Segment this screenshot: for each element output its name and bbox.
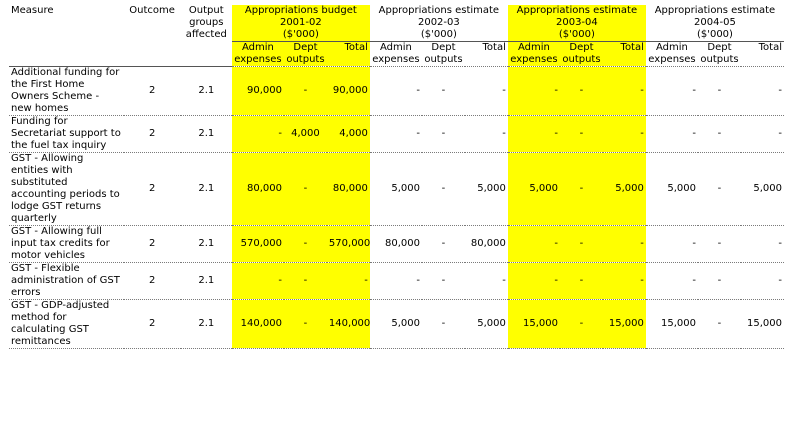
dept-outputs-cell: - — [422, 67, 465, 116]
total-cell: 15,000 — [603, 300, 646, 349]
table-row — [9, 67, 784, 116]
total-cell: 5,000 — [465, 300, 508, 349]
year-group-units: ($'000) — [696, 29, 733, 40]
total-cell: 5,000 — [603, 153, 646, 226]
output-group-cell: 2.1 — [181, 263, 232, 300]
table-row — [9, 116, 784, 153]
total-cell: 5,000 — [465, 153, 508, 226]
total-cell: - — [603, 116, 646, 153]
dept-outputs-cell: - — [422, 300, 465, 349]
admin-expenses-cell: - — [508, 226, 560, 263]
admin-expenses-cell: - — [646, 67, 698, 116]
admin-expenses-cell: 5,000 — [508, 153, 560, 226]
total-cell: - — [741, 263, 784, 300]
dept-outputs-cell: - — [422, 226, 465, 263]
admin-expenses-cell: - — [646, 226, 698, 263]
header-year-group — [646, 5, 784, 42]
dept-outputs-cell: - — [560, 153, 603, 226]
admin-expenses-cell: - — [370, 263, 422, 300]
total-cell: - — [465, 263, 508, 300]
total-cell: 80,000 — [465, 226, 508, 263]
output-group-cell: 2.1 — [181, 67, 232, 116]
admin-expenses-cell: 5,000 — [370, 153, 422, 226]
header-output-groups: Output groups affected — [181, 5, 232, 67]
admin-expenses-cell: 5,000 — [646, 153, 698, 226]
outcome-cell: 2 — [124, 153, 181, 226]
table-row — [9, 153, 784, 226]
output-group-cell: 2.1 — [181, 300, 232, 349]
output-group-cell: 2.1 — [181, 226, 232, 263]
subheader-total: Total — [327, 42, 370, 67]
year-group-units: ($'000) — [558, 29, 595, 40]
header-outcome: Outcome — [124, 5, 181, 67]
admin-expenses-cell: - — [232, 116, 284, 153]
total-cell: 140,000 — [327, 300, 370, 349]
total-cell: - — [741, 226, 784, 263]
dept-outputs-cell: - — [560, 263, 603, 300]
dept-outputs-cell: - — [560, 116, 603, 153]
subheader-total: Total — [465, 42, 508, 67]
total-cell: 570,000 — [327, 226, 370, 263]
admin-expenses-cell: - — [370, 67, 422, 116]
subheader-admin: Admin expenses — [508, 42, 560, 67]
total-cell: 15,000 — [741, 300, 784, 349]
dept-outputs-cell: - — [422, 263, 465, 300]
dept-outputs-cell: 4,000 — [284, 116, 327, 153]
admin-expenses-cell: - — [370, 116, 422, 153]
dept-outputs-cell: - — [698, 300, 741, 349]
subheader-admin: Admin expenses — [370, 42, 422, 67]
year-group-year: 2001-02 — [279, 17, 322, 28]
year-group-label: Appropriations estimate — [654, 5, 776, 16]
measure-cell: GST - Allowing full input tax credits for motor vehicles — [9, 226, 124, 263]
subheader-dept: Dept outputs — [284, 42, 327, 67]
dept-outputs-cell: - — [284, 153, 327, 226]
year-group-label: Appropriations estimate — [516, 5, 638, 16]
total-cell: - — [465, 116, 508, 153]
admin-expenses-cell: 90,000 — [232, 67, 284, 116]
table-row — [9, 263, 784, 300]
admin-expenses-cell: - — [508, 116, 560, 153]
dept-outputs-cell: - — [284, 67, 327, 116]
measure-cell: Additional funding for the First Home Owners Scheme - new homes — [9, 67, 124, 116]
subheader-admin: Admin expenses — [646, 42, 698, 67]
year-group-label: Appropriations budget — [244, 5, 357, 16]
admin-expenses-cell: 15,000 — [508, 300, 560, 349]
total-cell: - — [327, 263, 370, 300]
dept-outputs-cell: - — [560, 67, 603, 116]
header-measure: Measure — [9, 5, 124, 67]
measure-cell: GST - Allowing entities with substituted accounting periods to lodge GST returns quarterly — [9, 153, 124, 226]
admin-expenses-cell: 5,000 — [370, 300, 422, 349]
admin-expenses-cell: - — [232, 263, 284, 300]
admin-expenses-cell: - — [508, 263, 560, 300]
total-cell: 80,000 — [327, 153, 370, 226]
subheader-admin: Admin expenses — [232, 42, 284, 67]
dept-outputs-cell: - — [698, 153, 741, 226]
year-group-year: 2004-05 — [694, 17, 736, 28]
year-group-units: ($'000) — [420, 29, 457, 40]
output-group-cell: 2.1 — [181, 116, 232, 153]
total-cell: - — [603, 67, 646, 116]
table-row — [9, 226, 784, 263]
dept-outputs-cell: - — [422, 153, 465, 226]
total-cell: 4,000 — [327, 116, 370, 153]
measure-cell: GST - GDP-adjusted method for calculating GST remittances — [9, 300, 124, 349]
total-cell: - — [741, 116, 784, 153]
outcome-cell: 2 — [124, 67, 181, 116]
total-cell: - — [603, 263, 646, 300]
header-year-group — [370, 5, 508, 42]
subheader-dept: Dept outputs — [560, 42, 603, 67]
dept-outputs-cell: - — [698, 67, 741, 116]
outcome-cell: 2 — [124, 263, 181, 300]
subheader-dept: Dept outputs — [422, 42, 465, 67]
year-group-units: ($'000) — [282, 29, 319, 40]
outcome-cell: 2 — [124, 116, 181, 153]
year-group-year: 2002-03 — [417, 17, 460, 28]
dept-outputs-cell: - — [560, 300, 603, 349]
dept-outputs-cell: - — [560, 226, 603, 263]
table-body — [9, 67, 784, 349]
dept-outputs-cell: - — [698, 226, 741, 263]
admin-expenses-cell: 140,000 — [232, 300, 284, 349]
subheader-dept: Dept outputs — [698, 42, 741, 67]
total-cell: 90,000 — [327, 67, 370, 116]
admin-expenses-cell: 80,000 — [370, 226, 422, 263]
outcome-cell: 2 — [124, 300, 181, 349]
table-row — [9, 300, 784, 349]
appropriations-table — [9, 5, 784, 349]
total-cell: 5,000 — [741, 153, 784, 226]
dept-outputs-cell: - — [698, 263, 741, 300]
dept-outputs-cell: - — [284, 226, 327, 263]
header-year-group — [508, 5, 646, 42]
total-cell: - — [741, 67, 784, 116]
admin-expenses-cell: - — [646, 263, 698, 300]
outcome-cell: 2 — [124, 226, 181, 263]
output-group-cell: 2.1 — [181, 153, 232, 226]
admin-expenses-cell: - — [646, 116, 698, 153]
dept-outputs-cell: - — [698, 116, 741, 153]
admin-expenses-cell: 80,000 — [232, 153, 284, 226]
subheader-total: Total — [603, 42, 646, 67]
total-cell: - — [465, 67, 508, 116]
subheader-total: Total — [741, 42, 784, 67]
measure-cell: GST - Flexible administration of GST errors — [9, 263, 124, 300]
year-group-year: 2003-04 — [555, 17, 598, 28]
header-year-group — [232, 5, 370, 42]
admin-expenses-cell: 570,000 — [232, 226, 284, 263]
dept-outputs-cell: - — [422, 116, 465, 153]
admin-expenses-cell: 15,000 — [646, 300, 698, 349]
measure-cell: Funding for Secretariat support to the fuel tax inquiry — [9, 116, 124, 153]
total-cell: - — [603, 226, 646, 263]
admin-expenses-cell: - — [508, 67, 560, 116]
year-group-label: Appropriations estimate — [378, 5, 500, 16]
dept-outputs-cell: - — [284, 263, 327, 300]
dept-outputs-cell: - — [284, 300, 327, 349]
header-row-groups — [9, 5, 784, 42]
